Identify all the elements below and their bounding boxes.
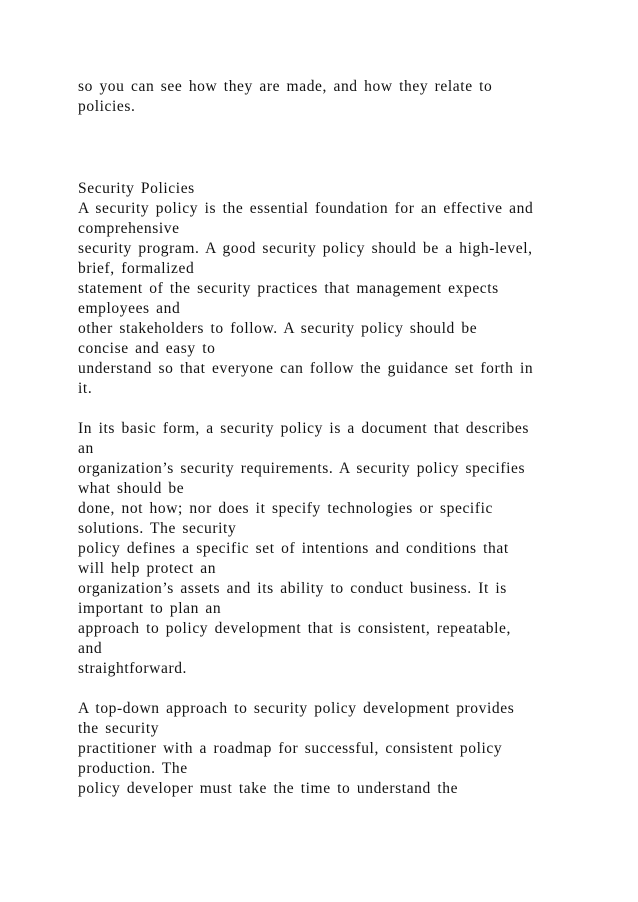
- text-line: important to plan an: [78, 600, 222, 617]
- text-line: policies.: [78, 98, 136, 115]
- text-line: A top-down approach to security policy development provides: [78, 700, 515, 717]
- paragraph-3: [78, 699, 578, 799]
- text-line: policy defines a specific set of intentions and conditions that: [78, 540, 509, 557]
- text-line: what should be: [78, 480, 185, 497]
- text-line: approach to policy development that is consistent, repeatable,: [78, 620, 511, 637]
- text-line: the security: [78, 720, 160, 737]
- text-line: brief, formalized: [78, 260, 195, 277]
- text-line: policy developer must take the time to understand the: [78, 780, 459, 797]
- text-line: practitioner with a roadmap for successful, consistent policy: [78, 740, 503, 757]
- text-line: employees and: [78, 300, 181, 317]
- text-line: security program. A good security policy should be a high-level,: [78, 240, 533, 257]
- text-line: and: [78, 640, 103, 657]
- text-line: will help protect an: [78, 560, 217, 577]
- text-line: an: [78, 440, 94, 457]
- text-line: other stakeholders to follow. A security policy should be: [78, 320, 478, 337]
- text-line: statement of the security practices that management expects: [78, 280, 499, 297]
- paragraph-1: [78, 199, 578, 399]
- text-line: it.: [78, 380, 93, 397]
- text-line: done, not how; nor does it specify technologies or specific: [78, 500, 493, 517]
- intro-text: [78, 77, 578, 117]
- paragraph-spacer: [78, 679, 578, 699]
- text-line: so you can see how they are made, and how they relate to: [78, 78, 493, 95]
- text-line: comprehensive: [78, 220, 180, 237]
- text-line: straightforward.: [78, 660, 188, 677]
- text-line: production. The: [78, 760, 188, 777]
- text-line: In its basic form, a security policy is a document that describes: [78, 420, 529, 437]
- text-line: organization’s security requirements. A security policy specifies: [78, 460, 526, 477]
- text-line: solutions. The security: [78, 520, 237, 537]
- security-policies-section: [78, 179, 578, 799]
- text-line: concise and easy to: [78, 340, 216, 357]
- text-line: A security policy is the essential foundation for an effective and: [78, 200, 534, 217]
- paragraph-2: [78, 419, 578, 679]
- paragraph-spacer: [78, 399, 578, 419]
- section-heading: Security Policies: [78, 180, 195, 197]
- text-line: organization’s assets and its ability to conduct business. It is: [78, 580, 507, 597]
- text-line: understand so that everyone can follow the guidance set forth in: [78, 360, 534, 377]
